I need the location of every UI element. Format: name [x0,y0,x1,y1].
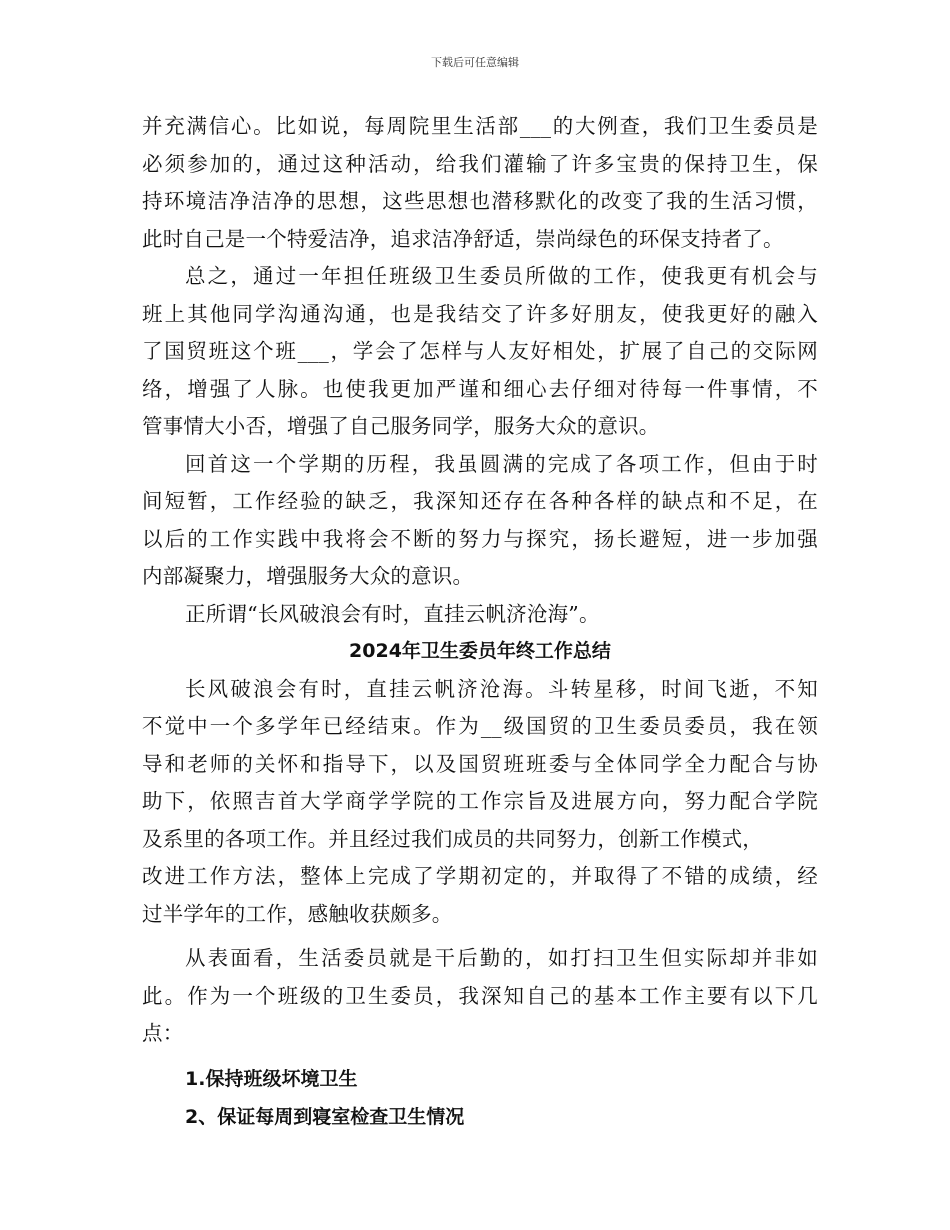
paragraph [142,940,818,1053]
text-line: 导和老师的关怀和指导下，以及国贸班班委与全体同学全力配合与协 [142,751,818,776]
text-line: 回首这一个学期的历程，我虽圆满的完成了各项工作，但由于时 [185,451,818,476]
paragraph [142,446,818,596]
text-line: 及系里的各项工作。并且经过我们成员的共同努力，创新工作模式， [142,826,763,851]
text-line: 内部凝聚力，增强服务大众的意识。 [142,564,474,588]
text-line: 持环境洁净洁净的思想，这些思想也潜移默化的改变了我的生活习惯， [142,189,818,213]
document-body [142,108,818,1136]
text-line: 过半学年的工作，感触收获颇多。 [142,901,453,926]
paragraph [142,258,818,446]
text-line: 助下，依照吉首大学商学学院的工作宗旨及进展方向，努力配合学院 [142,789,818,813]
text-line: 此时自己是一个特爱洁净，追求洁净舒适，崇尚绿色的环保支持者了。 [142,226,784,251]
list-item: 2、保证每周到寝室检查卫生情况 [185,1105,465,1128]
paragraph [142,596,818,634]
text-line: 改进工作方法，整体上完成了学期初定的，并取得了不错的成绩，经 [142,864,818,888]
text-line: 此。作为一个班级的卫生委员，我深知自己的基本工作主要有以下几 [142,983,818,1008]
text-line: 间短暂，工作经验的缺乏，我深知还存在各种各样的缺点和不足，在 [142,489,818,513]
list [142,1060,818,1136]
text-line: 并充满信心。比如说，每周院里生活部___的大例查，我们卫生委员是 [142,114,818,138]
text-line: 必须参加的，通过这种活动，给我们灌输了许多宝贵的保持卫生，保 [142,151,818,176]
text-line: 了国贸班这个班___，学会了怎样与人友好相处，扩展了自己的交际网 [142,339,818,363]
section-title: 2024年卫生委员年终工作总结 [349,640,611,662]
text-line: 总之，通过一年担任班级卫生委员所做的工作，使我更有机会与 [185,264,818,288]
text-line: 从表面看，生活委员就是干后勤的，如打扫卫生但实际却并非如 [185,946,818,970]
text-line: 不觉中一个多学年已经结束。作为__级国贸的卫生委员委员，我在领 [142,714,818,738]
text-line: 长风破浪会有时，直挂云帆济沧海。斗转星移，时间飞逝，不知 [185,676,818,701]
page-header: 下载后可任意编辑 [431,56,519,69]
paragraph [142,108,818,258]
text-line: 以后的工作实践中我将会不断的努力与探究，扬长避短，进一步加强 [142,526,818,551]
text-line: 点： [142,1021,184,1045]
text-line: 管事情大小否，增强了自己服务同学，服务大众的意识。 [142,414,660,438]
text-line: 络，增强了人脉。也使我更加严谨和细心去仔细对待每一件事情，不 [142,376,818,401]
text-line: 正所谓“长风破浪会有时，直挂云帆济沧海”。 [185,601,600,626]
text-line: 班上其他同学沟通沟通，也是我结交了许多好朋友，使我更好的融入 [142,301,818,326]
paragraph [142,671,818,934]
list-item: 1.保持班级坏境卫生 [185,1067,358,1090]
